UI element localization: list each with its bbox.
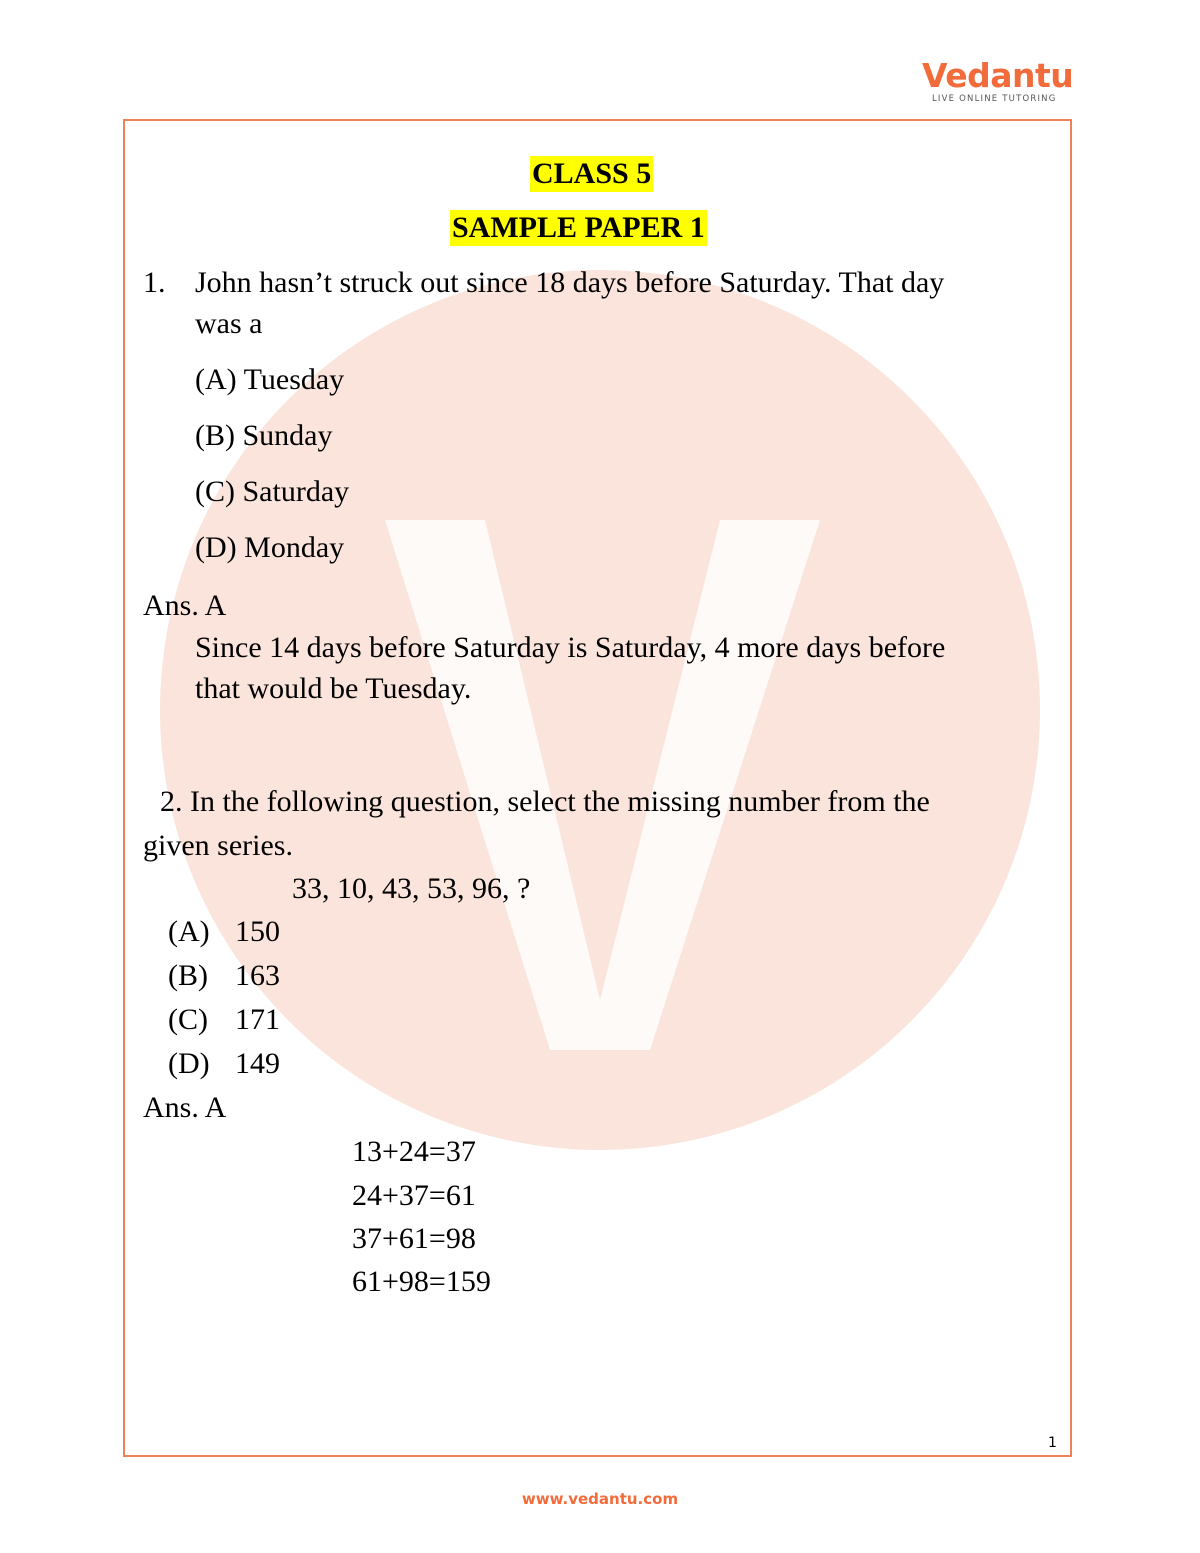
q2-option-b-value: 163 <box>235 959 280 992</box>
q2-working-line: 37+61=98 <box>352 1222 476 1255</box>
q2-series: 33, 10, 43, 53, 96, ? <box>292 872 531 905</box>
q2-working-line: 24+37=61 <box>352 1179 476 1212</box>
q2-option-d-label: (D) <box>168 1047 210 1080</box>
q1-explanation-line2: that would be Tuesday. <box>195 672 472 705</box>
q1-text-line1: John hasn’t struck out since 18 days before Saturday. That day <box>195 266 945 299</box>
q2-answer: Ans. A <box>143 1091 227 1124</box>
title-sample-paper: SAMPLE PAPER 1 <box>452 211 705 244</box>
q2-option-c-label: (C) <box>168 1003 208 1036</box>
q2-option-a-value: 150 <box>235 915 280 948</box>
q2-working-line: 13+24=37 <box>352 1135 476 1168</box>
q2-option-d-value: 149 <box>235 1047 280 1080</box>
q2-option-c-value: 171 <box>235 1003 280 1036</box>
q2-option-b-label: (B) <box>168 959 208 992</box>
page-number: 1 <box>1048 1435 1057 1451</box>
q2-option-a-label: (A) <box>168 915 210 948</box>
logo-brand: Vedantu <box>922 56 1074 95</box>
q1-option-d: (D) Monday <box>195 531 345 564</box>
title-class: CLASS 5 <box>532 157 652 190</box>
q1-number: 1. <box>143 266 166 299</box>
footer-url[interactable]: www.vedantu.com <box>521 1490 679 1508</box>
vedantu-logo <box>922 56 1074 106</box>
q1-option-a: (A) Tuesday <box>195 363 345 396</box>
watermark-v-icon <box>160 270 1040 1150</box>
q1-text-line2: was a <box>195 307 263 340</box>
q1-explanation-line1: Since 14 days before Saturday is Saturday, 4 more days before <box>195 631 946 664</box>
q1-option-c: (C) Saturday <box>195 475 350 508</box>
q2-text-line2: given series. <box>143 829 293 862</box>
q2-working-line: 61+98=159 <box>352 1265 491 1298</box>
logo-tagline: LIVE ONLINE TUTORING <box>932 94 1057 104</box>
q1-option-b: (B) Sunday <box>195 419 333 452</box>
q1-answer: Ans. A <box>143 589 227 622</box>
q2-text-line1: 2. In the following question, select the missing number from the <box>160 785 930 818</box>
